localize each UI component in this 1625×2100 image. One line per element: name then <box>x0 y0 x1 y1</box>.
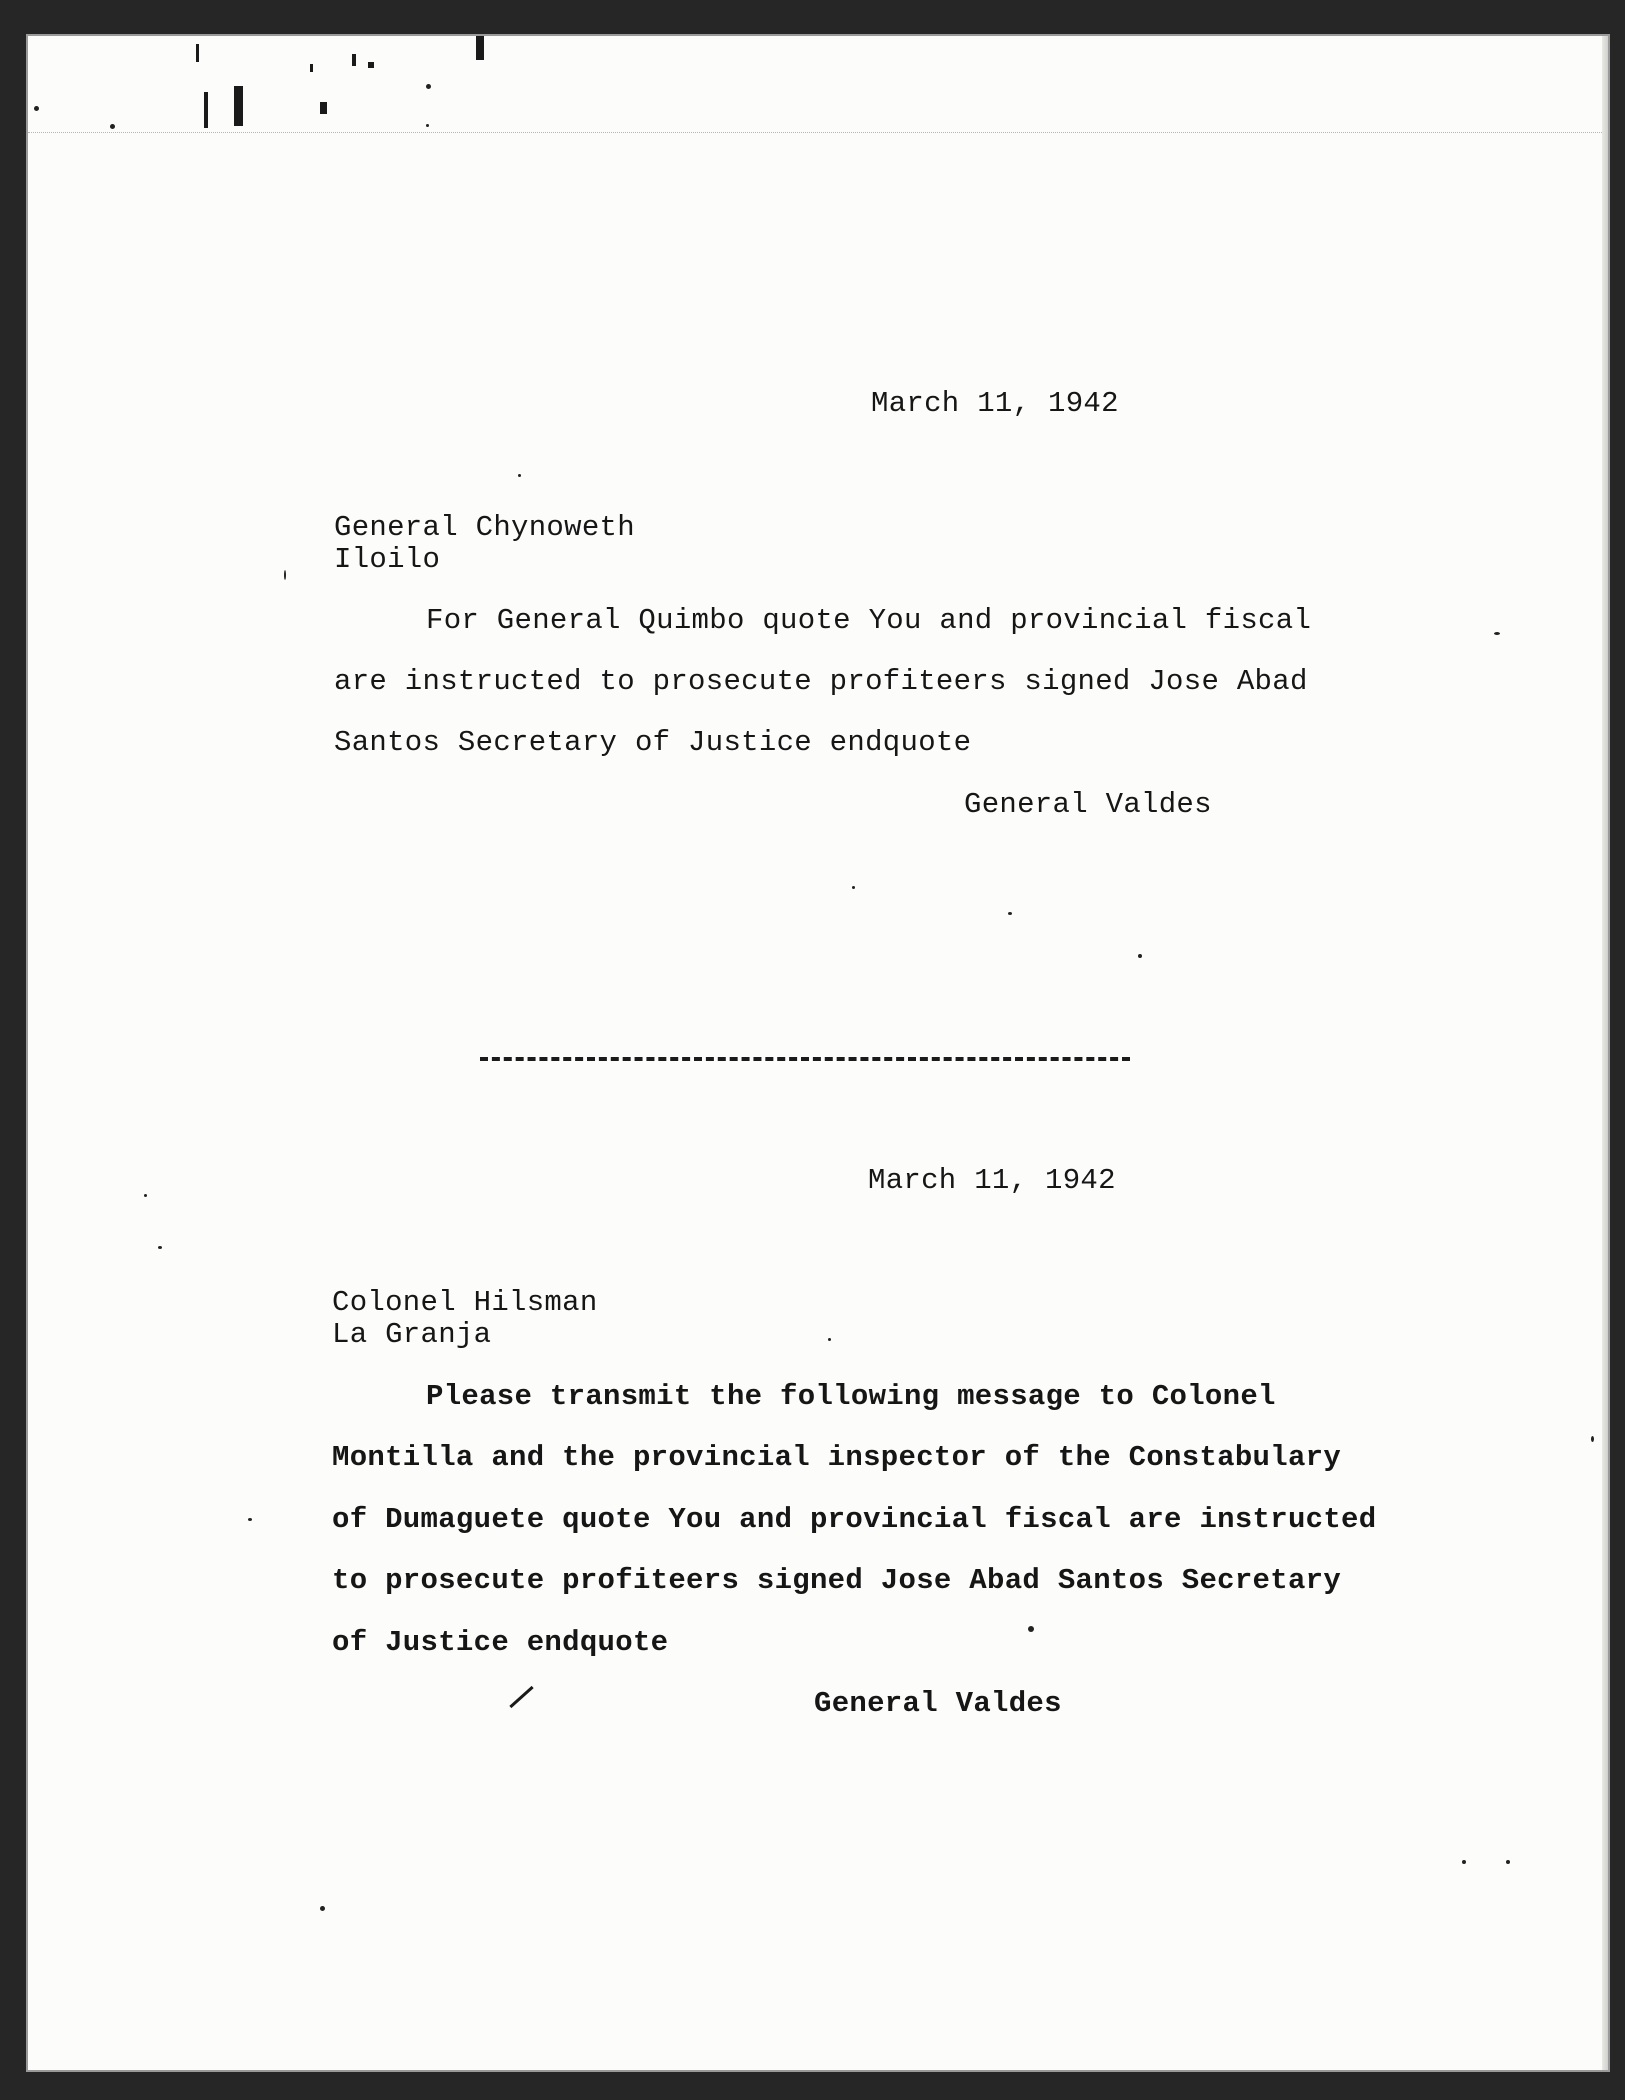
letter-2-body-line: of Dumaguete quote You and provincial fiscal are instructed <box>332 1503 1377 1536</box>
letter-1-recipient-name: General Chynoweth <box>334 511 635 544</box>
scan-speck <box>320 1906 325 1911</box>
scan-mark <box>509 1686 533 1708</box>
scan-speck <box>284 570 286 580</box>
scan-speck <box>34 106 39 111</box>
page-edge-shadow <box>1602 36 1608 2070</box>
scan-mark <box>320 102 327 114</box>
scan-speck <box>426 84 431 89</box>
scan-speck <box>1506 1860 1510 1864</box>
scan-speck <box>518 474 521 477</box>
scan-mark <box>234 86 243 126</box>
scan-speck <box>158 1246 162 1249</box>
scan-mark <box>196 44 199 62</box>
scan-mark <box>476 36 484 60</box>
letter-2-body-line: Montilla and the provincial inspector of the Constabulary <box>332 1441 1342 1474</box>
scan-speck <box>1008 912 1012 915</box>
scan-mark <box>352 54 356 66</box>
letter-1-date: March 11, 1942 <box>871 387 1119 420</box>
scan-artifact-strip <box>28 36 1608 133</box>
letter-1-signature: General Valdes <box>964 788 1212 821</box>
letter-1-body-line: are instructed to prosecute profiteers signed Jose Abad <box>334 665 1308 698</box>
scan-speck <box>852 886 855 889</box>
scan-speck <box>1462 1860 1466 1864</box>
letter-2-body-line: Please transmit the following message to Colonel <box>426 1380 1276 1413</box>
scan-mark <box>310 64 313 72</box>
letter-1-body-line: Santos Secretary of Justice endquote <box>334 726 972 759</box>
scan-speck <box>1591 1436 1594 1442</box>
scan-speck <box>144 1194 147 1197</box>
letter-2-body-line: to prosecute profiteers signed Jose Abad Santos Secretary <box>332 1564 1342 1597</box>
document-page <box>26 34 1610 2072</box>
scan-speck <box>1494 632 1500 635</box>
letter-1-body-line: For General Quimbo quote You and provincial fiscal <box>426 604 1312 637</box>
letter-1-recipient-location: Iloilo <box>334 543 441 576</box>
section-divider <box>480 1057 1130 1061</box>
scan-mark <box>368 62 374 68</box>
letter-2-recipient-location: La Granja <box>332 1318 492 1351</box>
letter-2-recipient-name: Colonel Hilsman <box>332 1286 598 1319</box>
scan-speck <box>426 124 429 127</box>
scan-mark <box>204 92 208 128</box>
scan-speck <box>1028 1626 1034 1632</box>
letter-2-signature: General Valdes <box>814 1687 1062 1720</box>
letter-2-body-line: of Justice endquote <box>332 1626 669 1659</box>
letter-2-date: March 11, 1942 <box>868 1164 1116 1197</box>
scan-speck <box>110 124 115 129</box>
scan-speck <box>1138 954 1142 958</box>
scan-speck <box>828 1338 831 1341</box>
scan-speck <box>248 1518 252 1521</box>
